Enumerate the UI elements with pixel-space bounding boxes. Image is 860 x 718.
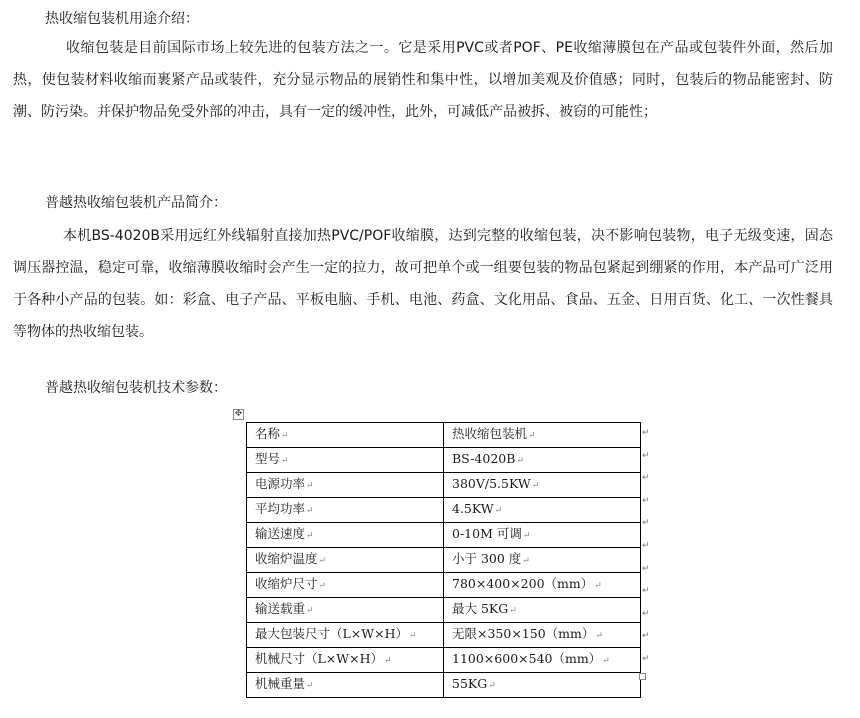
paragraph-mark-icon: ↵ [306, 481, 314, 491]
paragraph-mark-icon: ↵ [528, 431, 536, 441]
param-value: 小于 300 度 [452, 551, 522, 566]
param-value-cell[interactable] [444, 573, 641, 598]
param-label: 名称 [255, 426, 281, 441]
table-row [247, 573, 641, 598]
table-row [247, 548, 641, 573]
row-end-mark-icon: ↵ [642, 654, 650, 664]
param-value: 1100×600×540（mm） [452, 651, 602, 666]
table-row [247, 598, 641, 623]
param-label: 平均功率 [255, 501, 306, 516]
param-value-cell[interactable] [444, 523, 641, 548]
paragraph-mark-icon: ↵ [602, 656, 610, 666]
param-label-cell[interactable] [247, 548, 444, 573]
param-label-cell[interactable] [247, 573, 444, 598]
paragraph-mark-icon: ↵ [509, 606, 517, 616]
row-end-mark-icon: ↵ [642, 495, 650, 506]
usage-heading: 热收缩包装机用途介绍： [45, 11, 199, 27]
table-row [247, 448, 641, 473]
move-cross-icon[interactable]: ✥ [234, 409, 243, 419]
param-label: 输送载重 [255, 601, 306, 616]
paragraph-mark-icon: ↵ [306, 606, 314, 616]
paragraph-mark-icon: ↵ [494, 506, 503, 516]
spec-heading: 普越热收缩包装机技术参数： [45, 380, 227, 396]
param-label: 型号 [255, 451, 281, 466]
paragraph-mark-icon: ↵ [306, 531, 314, 541]
usage-paragraph: 收缩包装是目前国际市场上较先进的包装方法之一。它是采用PVC或者POF、PE收缩薄膜包在产品或包装件外面，然后加热，使包装材料收缩而裹紧产品或装件，充分显示物品的展销性和集中性，以增加美观及价值感；同时，包装后的物品能密封、防潮、防污染。并保护物品免受外部的冲击，具有一定的缓冲性，此外，可减低产品被拆、被窃的可能性； [13, 40, 833, 120]
paragraph-mark-icon: ↵ [384, 656, 392, 666]
param-label: 机械重量 [255, 676, 306, 691]
row-end-mark-icon: ↵ [642, 608, 650, 619]
table-row [247, 648, 641, 673]
table-row [247, 523, 641, 548]
param-label-cell[interactable] [247, 523, 444, 548]
row-end-mark-icon: ↵ [642, 428, 650, 438]
paragraph-mark-icon: ↵ [595, 631, 603, 641]
param-label-cell[interactable] [247, 473, 444, 498]
param-label: 收缩炉尺寸 [255, 576, 318, 591]
paragraph-mark-icon: ↵ [318, 581, 327, 591]
paragraph-mark-icon: ↵ [594, 581, 602, 591]
paragraph-mark-icon: ↵ [522, 531, 531, 541]
param-value: 无限×350×150（mm） [452, 626, 595, 641]
row-end-mark-icon: ↵ [642, 541, 650, 551]
param-value-cell[interactable] [444, 473, 641, 498]
param-label: 收缩炉温度 [255, 551, 318, 566]
paragraph-mark-icon: ↵ [318, 556, 327, 566]
paragraph-mark-icon: ↵ [522, 556, 530, 566]
table-row [247, 473, 641, 498]
row-end-mark-icon: ↵ [642, 631, 650, 642]
intro-heading: 普越热收缩包装机产品简介： [45, 195, 227, 211]
param-value: 0-10M 可调 [452, 526, 522, 541]
paragraph-mark-icon: ↵ [409, 631, 417, 641]
intro-paragraph: 本机BS-4020B采用远红外线辐射直接加热PVC/POF收缩膜，达到完整的收缩包装，决不影响包装物，电子无级变速，固态调压器控温，稳定可靠，收缩薄膜收缩时会产生一定的拉力，故可把单个或一组要包装的物品包紧起到绷紧的作用，本产品可广泛用于各种小产品的包装。如：彩盒、电子产品、平板电脑、手机、电池、药盒、文化用品、食品、五金、日用百货、化工、一次性餐具等物体的热收缩包装。 [13, 228, 833, 340]
paragraph-mark-icon: ↵ [281, 456, 289, 466]
table-row [247, 623, 641, 648]
param-label-cell[interactable] [247, 423, 444, 448]
param-value-cell[interactable] [444, 548, 641, 573]
table-row [247, 423, 641, 448]
param-label: 输送速度 [255, 526, 306, 541]
row-end-mark-icon: ↵ [642, 450, 650, 461]
param-value-cell[interactable] [444, 498, 641, 523]
spec-table [246, 422, 641, 698]
row-end-mark-icon: ↵ [642, 518, 650, 529]
row-end-mark-icon: ↵ [642, 586, 650, 597]
param-value-cell[interactable] [444, 598, 641, 623]
param-value: BS-4020B [452, 451, 516, 466]
param-value-cell[interactable] [444, 623, 641, 648]
table-row [247, 673, 641, 698]
param-label-cell[interactable] [247, 673, 444, 698]
row-end-mark-icon: ↵ [642, 473, 650, 484]
param-value-cell[interactable] [444, 423, 641, 448]
param-label: 机械尺寸（L×W×H） [255, 651, 383, 666]
resize-handle-icon[interactable] [639, 673, 646, 680]
param-value-cell[interactable] [444, 648, 641, 673]
param-label: 电源功率 [255, 476, 306, 491]
param-value: 4.5KW [452, 501, 494, 516]
param-value: 热收缩包装机 [452, 426, 528, 441]
param-label-cell[interactable] [247, 448, 444, 473]
row-end-mark-icon: ↵ [642, 563, 650, 574]
param-value: 380V/5.5KW [452, 476, 531, 491]
table-row [247, 498, 641, 523]
param-label: 最大包装尺寸（L×W×H） [255, 626, 408, 641]
paragraph-mark-icon: ↵ [281, 431, 289, 441]
paragraph-mark-icon: ↵ [306, 681, 314, 691]
param-label-cell[interactable] [247, 498, 444, 523]
param-value: 最大 5KG [452, 601, 509, 616]
param-label-cell[interactable] [247, 598, 444, 623]
param-label-cell[interactable] [247, 623, 444, 648]
param-value-cell[interactable] [444, 448, 641, 473]
param-value: 55KG [452, 676, 488, 691]
param-value: 780×400×200（mm） [452, 576, 594, 591]
paragraph-mark-icon: ↵ [516, 456, 524, 466]
param-label-cell[interactable] [247, 648, 444, 673]
paragraph-mark-icon: ↵ [488, 681, 496, 691]
paragraph-mark-icon: ↵ [531, 481, 540, 491]
paragraph-mark-icon: ↵ [306, 506, 314, 516]
param-value-cell[interactable] [444, 673, 641, 698]
